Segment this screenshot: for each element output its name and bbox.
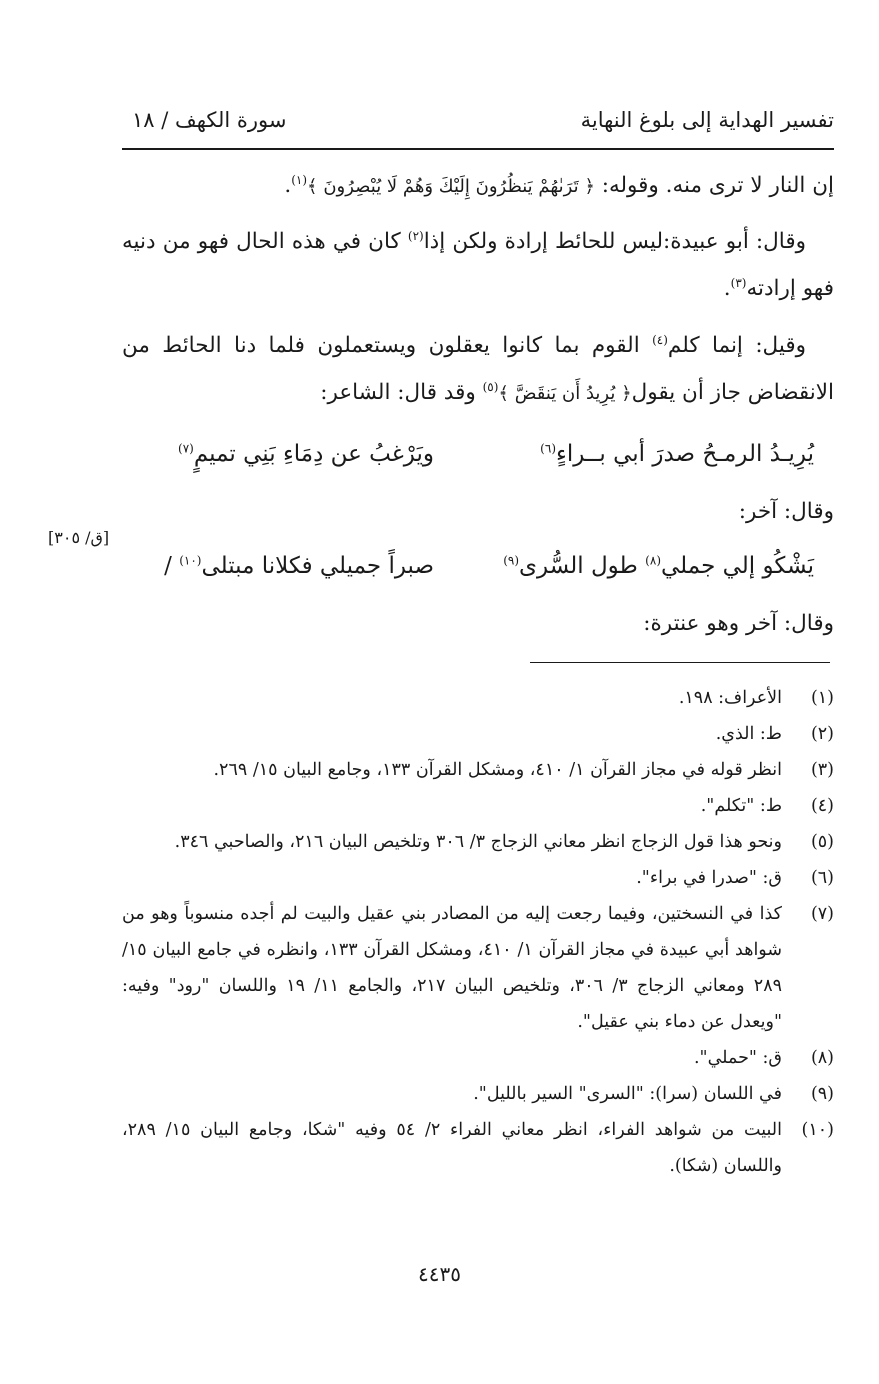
footnote [122,752,834,788]
footnote-number: (٣) [810,760,834,780]
paragraph-2 [122,218,834,312]
footnote [122,716,834,752]
main-text [122,162,834,651]
footnote-number: (٩) [810,1084,834,1104]
running-header [122,104,834,138]
paragraph-2-text-c: . [723,276,731,301]
surah-title: سورة الكهف / ١٨ [132,108,287,132]
quran-verse-2: ﴿ يُرِيدُ أَن يَنقَضَّ ﴾ [498,383,632,404]
footnote-text: ونحو هذا قول الزجاج انظر معاني الزجاج ٣/ ٣٠٦ وتلخيص البيان ٢١٦، والصاحبي ٣٤٦. [174,832,782,852]
footnote-text: الأعراف: ١٩٨. [678,688,782,708]
footnote-ref-6: (٦) [540,441,556,456]
page-number: ٤٤٣٥ [418,1262,461,1286]
footnote [122,896,834,1040]
quran-verse-1: ﴿ تَرَىٰهُمْ يَنظُرُونَ إِلَيْكَ وَهُمْ لَا يُبْصِرُونَ ﴾ [307,176,595,197]
footnote [122,680,834,716]
paragraph-3-text-b: القوم بما كانوا يعقلون ويستعملون فلما دنا الحائط من الانقضاض جاز أن يقول [122,333,834,405]
said-other-line: وقال: آخر: [738,499,834,524]
footnote-separator [530,662,830,663]
footnote-ref-3: (٣) [730,275,747,290]
footnotes [122,680,834,1184]
footnote [122,1112,834,1184]
footnote-ref-4: (٤) [652,332,668,347]
footnote-ref-9: (٩) [503,553,520,568]
footnote [122,824,834,860]
paragraph-3-text-c: وقد قال: الشاعر: [320,380,483,405]
footnote-text: انظر قوله في مجاز القرآن ١/ ٤١٠، ومشكل القرآن ١٣٣، وجامع البيان ١٥/ ٢٦٩. [213,760,782,780]
paragraph-2-text-b: كان في هذه الحال فهو من دنيه فهو إرادته [122,229,834,301]
footnote [122,1076,834,1112]
paragraph-1-text: إن النار لا ترى منه. وقوله: [594,173,834,198]
said-antara-line: وقال: آخر وهو عنترة: [643,611,834,636]
verse-2-first-hemistich: يَشْكُو إلي جملي$^{(٨)}$ طول السُّرى$^{(٩)}$ [503,553,814,579]
footnote-number: (٦) [810,868,834,888]
footnote-ref-2: (٢) [407,228,424,243]
paragraph-1: إن النار لا ترى منه. وقوله: ﴿ تَرَىٰهُمْ يَنظُرُونَ إِلَيْكَ وَهُمْ لَا يُبْصِرُونَ ﴾$^{(١)}$. [284,172,834,198]
footnote-text: ط: "تكلم". [700,796,782,816]
footnote-text: البيت من شواهد الفراء، انظر معاني الفراء ٢/ ٥٤ وفيه "شكا، وجامع البيان ١٥/ ٢٨٩، واللسان (شكا). [122,1120,782,1176]
footnote-text: في اللسان (سرا): "السرى" السير بالليل". [473,1084,782,1104]
footnote-number: (٧) [810,904,834,924]
poem-verse-1 [122,427,834,485]
verse-1-second-hemistich: ويَرْغبُ عن دِمَاءِ بَنِي تميمٍ$^{(٧)}$ [178,441,434,467]
paragraph-3-text-a: وقيل: إنما كلم [667,333,806,358]
footnote [122,788,834,824]
verse-1-first-hemistich: يُرِيـدُ الرمـحُ صدرَ أبي بــراءٍ$^{(٦)}$ [540,441,814,467]
footnote [122,860,834,896]
footnote-text: ق: "صدرا في براء". [636,868,782,888]
footnote-ref-5: (٥) [482,379,499,394]
footnote-ref-10: (١٠) [179,553,202,568]
footnote-text: ط: الذي. [715,724,782,744]
paragraph-3 [122,322,834,417]
folio-marker: [ق/ ٣٠٥] [48,528,110,547]
footnote-text: ق: "حملي". [693,1048,782,1068]
footnote-number: (١) [810,688,834,708]
footnote-number: (٨) [810,1048,834,1068]
paragraph-2-text-a: وقال: أبو عبيدة:ليس للحائط إرادة ولكن إذا [423,229,806,254]
verse-2-second-hemistich: صبراً جميلي فكلانا مبتلى$^{(١٠)}$ / [164,553,434,579]
footnote-number: (١٠) [801,1120,834,1140]
footnote-number: (٤) [810,796,834,816]
footnote-ref-1: (١) [291,172,308,187]
footnote-text: كذا في النسختين، وفيما رجعت إليه من المصادر بني عقيل والبيت لم أجده منسوباً وهو من شواهد أبي عبيدة في مجاز القرآن ١/ ٤١٠، ومشكل القرآن ١٣٣، وانظره في جامع البيان ١٥/ ٢٨٩ ومعاني الزجاج ٣/ ٣٠٦، وتلخيص البيان ٢١٧، والجامع ١١/ ١٩ واللسان "رود" وفيه: "ويعدل عن دماء بني عقيل". [122,904,783,1032]
footnote-ref-7: (٧) [178,441,194,456]
poem-verse-2 [122,539,834,597]
footnote-ref-8: (٨) [645,553,661,568]
footnote [122,1040,834,1076]
footnote-number: (٢) [810,724,834,744]
footnote-number: (٥) [810,832,834,852]
header-rule [122,148,834,150]
book-title: تفسير الهداية إلى بلوغ النهاية [580,108,834,132]
